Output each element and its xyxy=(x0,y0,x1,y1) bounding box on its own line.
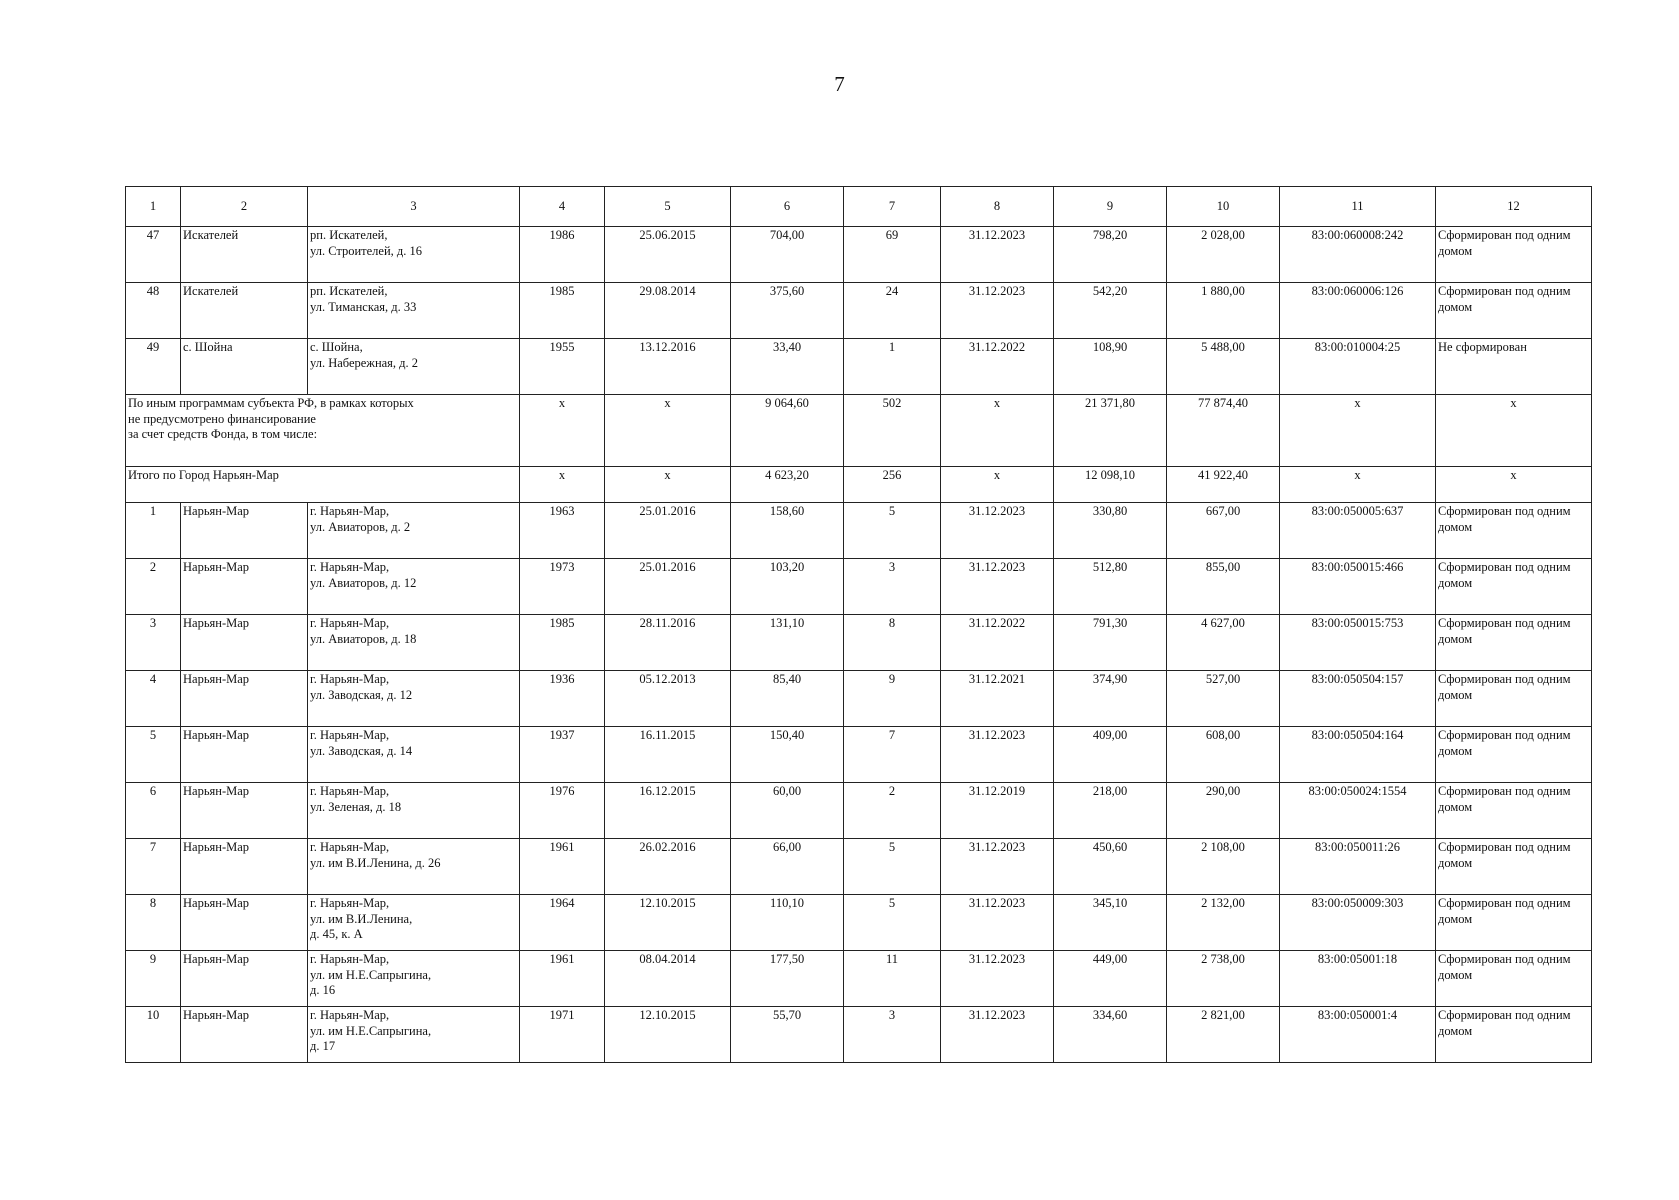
year-cell: 1976 xyxy=(520,783,605,839)
people-cell: 9 xyxy=(844,671,941,727)
row-number: 49 xyxy=(126,339,181,395)
year-cell: x xyxy=(520,395,605,467)
status-cell: Сформирован под одним домом xyxy=(1436,895,1592,951)
year-cell: 1973 xyxy=(520,559,605,615)
column-header: 3 xyxy=(308,187,520,227)
address-line: ул. им Н.Е.Сапрыгина, xyxy=(310,967,432,982)
column-header: 7 xyxy=(844,187,941,227)
col9-cell: 345,10 xyxy=(1054,895,1167,951)
column-header: 6 xyxy=(731,187,844,227)
year-cell: 1963 xyxy=(520,503,605,559)
locality-cell: Искателей xyxy=(181,283,308,339)
people-cell: 7 xyxy=(844,727,941,783)
row-number: 47 xyxy=(126,227,181,283)
area-cell: 110,10 xyxy=(731,895,844,951)
summary-label-line: Итого по Город Нарьян-Мар xyxy=(128,468,279,482)
year-cell: 1964 xyxy=(520,895,605,951)
locality-cell: Нарьян-Мар xyxy=(181,839,308,895)
table-row xyxy=(126,783,1592,839)
people-cell: 11 xyxy=(844,951,941,1007)
table-row xyxy=(126,839,1592,895)
address-line: д. 45, к. А xyxy=(310,927,363,942)
col9-cell: 449,00 xyxy=(1054,951,1167,1007)
col9-cell: 798,20 xyxy=(1054,227,1167,283)
year-cell: 1985 xyxy=(520,615,605,671)
col10-cell: 290,00 xyxy=(1167,783,1280,839)
address-line: г. Нарьян-Мар, xyxy=(310,672,390,686)
column-header: 5 xyxy=(605,187,731,227)
address-cell xyxy=(308,615,520,671)
deadline-cell: 31.12.2023 xyxy=(941,283,1054,339)
status-cell: Сформирован под одним домом xyxy=(1436,727,1592,783)
date-cell: 16.12.2015 xyxy=(605,783,731,839)
col9-cell: 374,90 xyxy=(1054,671,1167,727)
header-row xyxy=(126,187,1592,227)
col9-cell: 21 371,80 xyxy=(1054,395,1167,467)
year-cell: x xyxy=(520,467,605,503)
address-cell xyxy=(308,951,520,1007)
people-cell: 1 xyxy=(844,339,941,395)
address-cell xyxy=(308,895,520,951)
date-cell: 26.02.2016 xyxy=(605,839,731,895)
cadastral-cell: 83:00:05001:18 xyxy=(1280,951,1436,1007)
address-line: ул. Авиаторов, д. 18 xyxy=(310,631,417,646)
cadastral-cell: x xyxy=(1280,467,1436,503)
table-row xyxy=(126,227,1592,283)
address-line: г. Нарьян-Мар, xyxy=(310,728,390,742)
column-header: 10 xyxy=(1167,187,1280,227)
deadline-cell: 31.12.2023 xyxy=(941,1007,1054,1063)
deadline-cell: 31.12.2023 xyxy=(941,951,1054,1007)
row-number: 6 xyxy=(126,783,181,839)
locality-cell: Нарьян-Мар xyxy=(181,727,308,783)
area-cell: 9 064,60 xyxy=(731,395,844,467)
address-line: ул. Заводская, д. 14 xyxy=(310,743,413,758)
table-row xyxy=(126,559,1592,615)
date-cell: 08.04.2014 xyxy=(605,951,731,1007)
column-header: 2 xyxy=(181,187,308,227)
col10-cell: 527,00 xyxy=(1167,671,1280,727)
address-cell xyxy=(308,783,520,839)
row-number: 8 xyxy=(126,895,181,951)
year-cell: 1936 xyxy=(520,671,605,727)
year-cell: 1986 xyxy=(520,227,605,283)
cadastral-cell: 83:00:050024:1554 xyxy=(1280,783,1436,839)
deadline-cell: 31.12.2023 xyxy=(941,895,1054,951)
address-line: ул. им В.И.Ленина, xyxy=(310,911,413,926)
row-number: 2 xyxy=(126,559,181,615)
row-number: 5 xyxy=(126,727,181,783)
locality-cell: Искателей xyxy=(181,227,308,283)
deadline-cell: 31.12.2023 xyxy=(941,227,1054,283)
year-cell: 1955 xyxy=(520,339,605,395)
date-cell: 25.01.2016 xyxy=(605,503,731,559)
year-cell: 1985 xyxy=(520,283,605,339)
deadline-cell: 31.12.2023 xyxy=(941,727,1054,783)
col9-cell: 512,80 xyxy=(1054,559,1167,615)
people-cell: 502 xyxy=(844,395,941,467)
row-number: 3 xyxy=(126,615,181,671)
col10-cell: 2 132,00 xyxy=(1167,895,1280,951)
address-line: ул. Авиаторов, д. 2 xyxy=(310,519,411,534)
people-cell: 3 xyxy=(844,559,941,615)
cadastral-cell: 83:00:010004:25 xyxy=(1280,339,1436,395)
col9-cell: 450,60 xyxy=(1054,839,1167,895)
row-number: 7 xyxy=(126,839,181,895)
column-header: 11 xyxy=(1280,187,1436,227)
locality-cell: Нарьян-Мар xyxy=(181,671,308,727)
people-cell: 5 xyxy=(844,839,941,895)
locality-cell: Нарьян-Мар xyxy=(181,559,308,615)
people-cell: 69 xyxy=(844,227,941,283)
address-line: ул. Тиманская, д. 33 xyxy=(310,299,417,314)
date-cell: 25.01.2016 xyxy=(605,559,731,615)
cadastral-cell: 83:00:060008:242 xyxy=(1280,227,1436,283)
summary-label xyxy=(126,395,520,467)
address-cell xyxy=(308,839,520,895)
address-line: г. Нарьян-Мар, xyxy=(310,840,390,854)
page-number: 7 xyxy=(834,72,845,96)
area-cell: 704,00 xyxy=(731,227,844,283)
col9-cell: 12 098,10 xyxy=(1054,467,1167,503)
address-line: ул. Строителей, д. 16 xyxy=(310,243,423,258)
col10-cell: 1 880,00 xyxy=(1167,283,1280,339)
deadline-cell: 31.12.2019 xyxy=(941,783,1054,839)
address-line: д. 17 xyxy=(310,1039,336,1054)
people-cell: 3 xyxy=(844,1007,941,1063)
deadline-cell: 31.12.2023 xyxy=(941,839,1054,895)
cadastral-cell: x xyxy=(1280,395,1436,467)
address-line: ул. Авиаторов, д. 12 xyxy=(310,575,417,590)
col10-cell: 667,00 xyxy=(1167,503,1280,559)
deadline-cell: x xyxy=(941,467,1054,503)
date-cell: 05.12.2013 xyxy=(605,671,731,727)
row-number: 1 xyxy=(126,503,181,559)
column-header: 1 xyxy=(126,187,181,227)
area-cell: 158,60 xyxy=(731,503,844,559)
address-cell xyxy=(308,1007,520,1063)
col9-cell: 330,80 xyxy=(1054,503,1167,559)
table-row xyxy=(126,283,1592,339)
summary-label-line: за счет средств Фонда, в том числе: xyxy=(128,427,318,442)
status-cell: Сформирован под одним домом xyxy=(1436,783,1592,839)
cadastral-cell: 83:00:050005:637 xyxy=(1280,503,1436,559)
year-cell: 1937 xyxy=(520,727,605,783)
summary-label-line: По иным программам субъекта РФ, в рамках которых xyxy=(128,396,414,410)
area-cell: 177,50 xyxy=(731,951,844,1007)
year-cell: 1961 xyxy=(520,951,605,1007)
locality-cell: Нарьян-Мар xyxy=(181,895,308,951)
area-cell: 131,10 xyxy=(731,615,844,671)
people-cell: 5 xyxy=(844,503,941,559)
column-header: 12 xyxy=(1436,187,1592,227)
people-cell: 5 xyxy=(844,895,941,951)
address-cell xyxy=(308,503,520,559)
table-row xyxy=(126,503,1592,559)
address-line: г. Нарьян-Мар, xyxy=(310,1008,390,1022)
address-cell xyxy=(308,339,520,395)
col9-cell: 108,90 xyxy=(1054,339,1167,395)
locality-cell: Нарьян-Мар xyxy=(181,1007,308,1063)
status-cell: Сформирован под одним домом xyxy=(1436,1007,1592,1063)
summary-row xyxy=(126,395,1592,467)
address-line: ул. Набережная, д. 2 xyxy=(310,355,419,370)
status-cell: Не сформирован xyxy=(1436,339,1592,395)
table-row xyxy=(126,1007,1592,1063)
address-line: г. Нарьян-Мар, xyxy=(310,896,390,910)
cadastral-cell: 83:00:050504:164 xyxy=(1280,727,1436,783)
date-cell: x xyxy=(605,467,731,503)
locality-cell: Нарьян-Мар xyxy=(181,503,308,559)
table-row xyxy=(126,671,1592,727)
area-cell: 4 623,20 xyxy=(731,467,844,503)
status-cell: Сформирован под одним домом xyxy=(1436,615,1592,671)
address-line: г. Нарьян-Мар, xyxy=(310,952,390,966)
cadastral-cell: 83:00:050001:4 xyxy=(1280,1007,1436,1063)
col10-cell: 2 028,00 xyxy=(1167,227,1280,283)
area-cell: 33,40 xyxy=(731,339,844,395)
status-cell: Сформирован под одним домом xyxy=(1436,839,1592,895)
date-cell: 13.12.2016 xyxy=(605,339,731,395)
status-cell: x xyxy=(1436,395,1592,467)
status-cell: Сформирован под одним домом xyxy=(1436,671,1592,727)
col10-cell: 5 488,00 xyxy=(1167,339,1280,395)
col10-cell: 855,00 xyxy=(1167,559,1280,615)
address-line: г. Нарьян-Мар, xyxy=(310,784,390,798)
summary-row xyxy=(126,467,1592,503)
address-line: ул. Зеленая, д. 18 xyxy=(310,799,402,814)
address-cell xyxy=(308,559,520,615)
address-line: ул. им В.И.Ленина, д. 26 xyxy=(310,855,441,870)
col9-cell: 542,20 xyxy=(1054,283,1167,339)
address-cell xyxy=(308,227,520,283)
deadline-cell: 31.12.2022 xyxy=(941,339,1054,395)
table-row xyxy=(126,339,1592,395)
col10-cell: 2 738,00 xyxy=(1167,951,1280,1007)
col9-cell: 791,30 xyxy=(1054,615,1167,671)
people-cell: 8 xyxy=(844,615,941,671)
date-cell: 12.10.2015 xyxy=(605,1007,731,1063)
area-cell: 66,00 xyxy=(731,839,844,895)
row-number: 10 xyxy=(126,1007,181,1063)
address-line: рп. Искателей, xyxy=(310,228,388,242)
table-row xyxy=(126,727,1592,783)
status-cell: Сформирован под одним домом xyxy=(1436,951,1592,1007)
table-row xyxy=(126,951,1592,1007)
col10-cell: 2 108,00 xyxy=(1167,839,1280,895)
area-cell: 103,20 xyxy=(731,559,844,615)
cadastral-cell: 83:00:050015:466 xyxy=(1280,559,1436,615)
date-cell: 12.10.2015 xyxy=(605,895,731,951)
address-line: рп. Искателей, xyxy=(310,284,388,298)
people-cell: 24 xyxy=(844,283,941,339)
col9-cell: 218,00 xyxy=(1054,783,1167,839)
locality-cell: Нарьян-Мар xyxy=(181,783,308,839)
status-cell: Сформирован под одним домом xyxy=(1436,283,1592,339)
locality-cell: Нарьян-Мар xyxy=(181,951,308,1007)
date-cell: x xyxy=(605,395,731,467)
col10-cell: 4 627,00 xyxy=(1167,615,1280,671)
deadline-cell: 31.12.2023 xyxy=(941,503,1054,559)
address-cell xyxy=(308,283,520,339)
table-body xyxy=(126,227,1592,1063)
col10-cell: 77 874,40 xyxy=(1167,395,1280,467)
locality-cell: с. Шойна xyxy=(181,339,308,395)
address-line: г. Нарьян-Мар, xyxy=(310,560,390,574)
table-row xyxy=(126,615,1592,671)
area-cell: 55,70 xyxy=(731,1007,844,1063)
col10-cell: 608,00 xyxy=(1167,727,1280,783)
cadastral-cell: 83:00:050009:303 xyxy=(1280,895,1436,951)
deadline-cell: 31.12.2021 xyxy=(941,671,1054,727)
row-number: 48 xyxy=(126,283,181,339)
area-cell: 60,00 xyxy=(731,783,844,839)
deadline-cell: 31.12.2022 xyxy=(941,615,1054,671)
address-line: д. 16 xyxy=(310,983,336,998)
col9-cell: 409,00 xyxy=(1054,727,1167,783)
date-cell: 28.11.2016 xyxy=(605,615,731,671)
summary-label xyxy=(126,467,520,503)
col9-cell: 334,60 xyxy=(1054,1007,1167,1063)
cadastral-cell: 83:00:060006:126 xyxy=(1280,283,1436,339)
housing-register-table xyxy=(125,186,1592,1063)
people-cell: 256 xyxy=(844,467,941,503)
deadline-cell: 31.12.2023 xyxy=(941,559,1054,615)
area-cell: 150,40 xyxy=(731,727,844,783)
date-cell: 16.11.2015 xyxy=(605,727,731,783)
area-cell: 375,60 xyxy=(731,283,844,339)
people-cell: 2 xyxy=(844,783,941,839)
status-cell: Сформирован под одним домом xyxy=(1436,559,1592,615)
address-line: ул. им Н.Е.Сапрыгина, xyxy=(310,1023,432,1038)
date-cell: 29.08.2014 xyxy=(605,283,731,339)
summary-label-line: не предусмотрено финансирование xyxy=(128,411,316,426)
column-header: 4 xyxy=(520,187,605,227)
address-line: ул. Заводская, д. 12 xyxy=(310,687,413,702)
address-line: г. Нарьян-Мар, xyxy=(310,504,390,518)
cadastral-cell: 83:00:050011:26 xyxy=(1280,839,1436,895)
address-cell xyxy=(308,727,520,783)
column-header: 9 xyxy=(1054,187,1167,227)
row-number: 9 xyxy=(126,951,181,1007)
status-cell: Сформирован под одним домом xyxy=(1436,227,1592,283)
status-cell: Сформирован под одним домом xyxy=(1436,503,1592,559)
cadastral-cell: 83:00:050015:753 xyxy=(1280,615,1436,671)
date-cell: 25.06.2015 xyxy=(605,227,731,283)
col10-cell: 41 922,40 xyxy=(1167,467,1280,503)
table-row xyxy=(126,895,1592,951)
area-cell: 85,40 xyxy=(731,671,844,727)
year-cell: 1971 xyxy=(520,1007,605,1063)
year-cell: 1961 xyxy=(520,839,605,895)
cadastral-cell: 83:00:050504:157 xyxy=(1280,671,1436,727)
locality-cell: Нарьян-Мар xyxy=(181,615,308,671)
status-cell: x xyxy=(1436,467,1592,503)
row-number: 4 xyxy=(126,671,181,727)
column-header: 8 xyxy=(941,187,1054,227)
deadline-cell: x xyxy=(941,395,1054,467)
address-cell xyxy=(308,671,520,727)
address-line: с. Шойна, xyxy=(310,340,363,354)
address-line: г. Нарьян-Мар, xyxy=(310,616,390,630)
col10-cell: 2 821,00 xyxy=(1167,1007,1280,1063)
